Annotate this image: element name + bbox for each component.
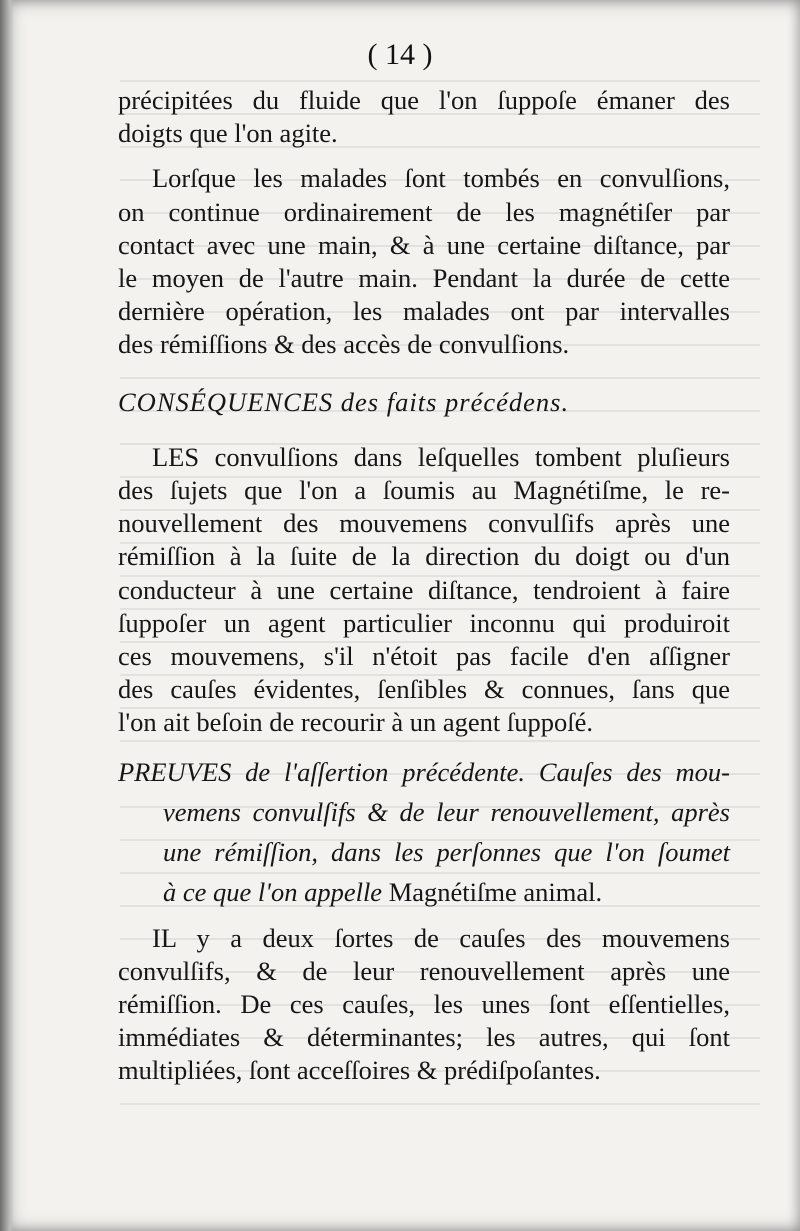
text-line: doigts que l'on agite. (118, 118, 338, 149)
heading-line: PREUVES de l'aſſertion précédente. Cauſes des mou- (118, 756, 730, 787)
text-line: rémiſſion à la ſuite de la direction du doigt ou d'un (118, 541, 730, 572)
text-line: ces mouvemens, s'il n'étoit pas facile d'en aſſigner (118, 641, 730, 672)
heading-line: une rémiſſion, dans les perſonnes que l'on ſoumet (163, 836, 730, 867)
text-line: Lorſque les malades ſont tombés en convulſions, (152, 163, 730, 194)
text-line: des cauſes évidentes, ſenſibles & connues, ſans que (118, 674, 730, 705)
page-number: ( 14 ) (367, 38, 433, 71)
paragraph-consequences (118, 441, 730, 740)
text-line: on continue ordinairement de les magnétiſer par (118, 196, 730, 227)
text-line: des rémiſſions & des accès de convulſions. (118, 329, 570, 360)
text-line: dernière opération, les malades ont par intervalles (118, 296, 730, 327)
page-gutter-shadow (0, 0, 14, 1231)
heading-roman-part: Magnétiſme animal. (388, 876, 603, 907)
heading-line (118, 872, 730, 912)
text-line: ſuppoſer un agent particulier inconnu qui produiroit (118, 607, 730, 638)
text-line: LES convulſions dans leſquelles tombent pluſieurs (152, 441, 730, 472)
text-line: rémiſſion. De ces cauſes, les unes ſont eſſentielles, (118, 989, 730, 1020)
text-line: multipliées, ſont acceſſoires & prédiſpoſantes. (118, 1055, 601, 1086)
paragraph-continuation (118, 84, 730, 150)
text-line: nouvellement des mouvemens convulſifs après une (118, 508, 730, 539)
text-line: conducteur à une certaine diſtance, tendroient à faire (118, 574, 730, 605)
text-line: IL y a deux ſortes de cauſes des mouvemens (152, 922, 730, 953)
section-heading-preuves (118, 752, 730, 912)
text-line: l'on ait beſoin de recourir à un agent ſuppoſé. (118, 707, 593, 738)
heading-italic-part: à ce que l'on appelle (163, 876, 383, 907)
heading-line: vemens convulſifs & de leur renouvellement, après (163, 796, 730, 827)
text-line: le moyen de l'autre main. Pendant la durée de cette (118, 263, 730, 294)
text-line: précipitées du fluide que l'on ſuppoſe émaner des (118, 85, 730, 115)
page-body (118, 84, 730, 1088)
text-line: convulſifs, & de leur renouvellement après une (118, 955, 730, 986)
text-line: contact avec une main, & à une certaine diſtance, par (118, 229, 730, 260)
text-line: des ſujets que l'on a ſoumis au Magnétiſme, le re- (118, 475, 730, 506)
text-line: immédiates & déterminantes; les autres, qui ſont (118, 1022, 730, 1053)
paragraph-convulsions (118, 162, 730, 361)
section-heading-consequences: CONSÉQUENCES des faits précédens. (118, 386, 570, 417)
paragraph-causes (118, 922, 730, 1088)
